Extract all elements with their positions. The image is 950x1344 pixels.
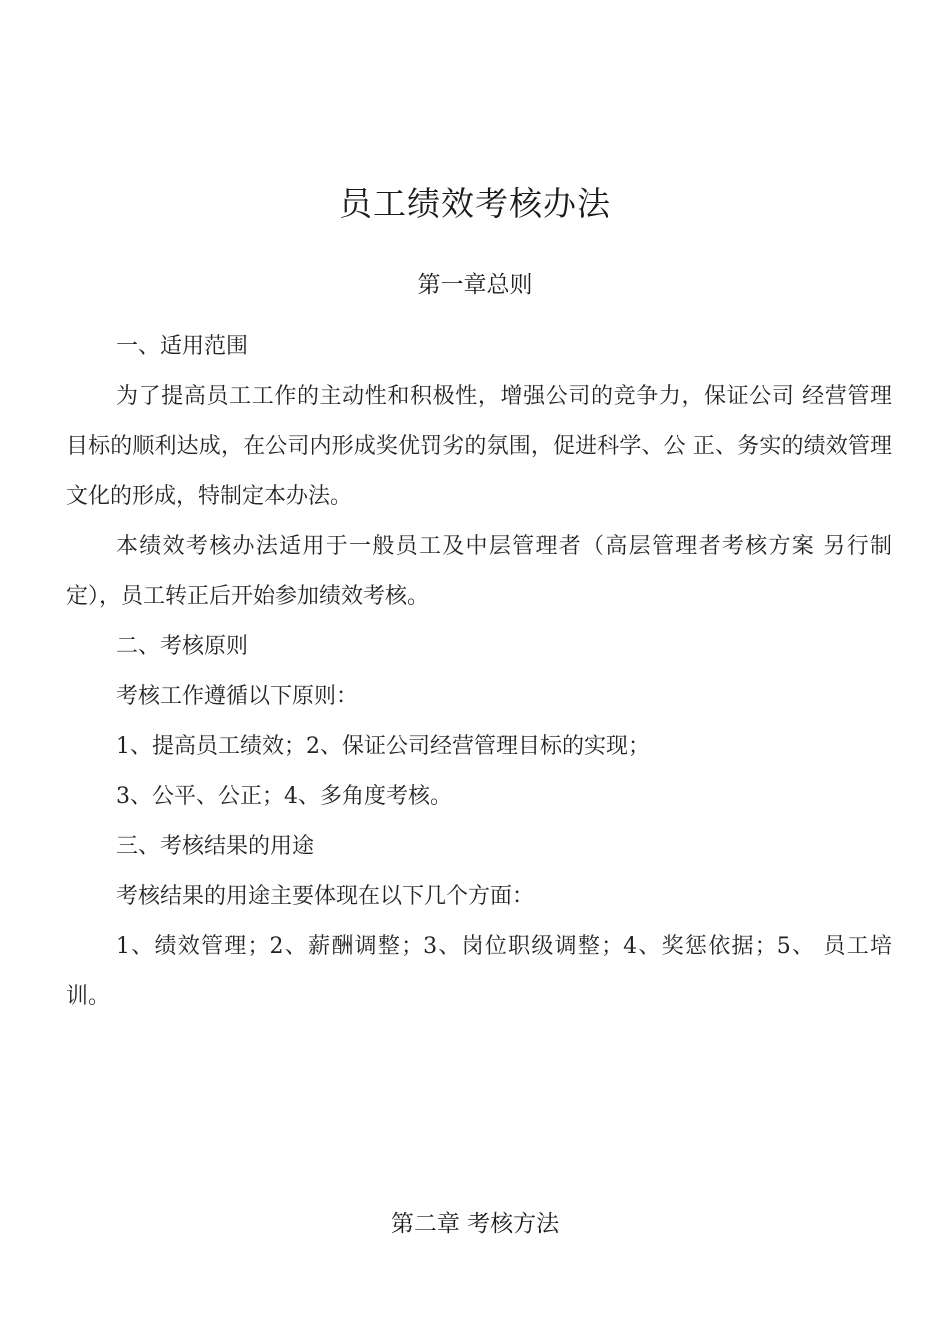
chapter-1-title: 第一章总则 xyxy=(417,272,533,298)
section-heading-uses: 三、考核结果的用途 xyxy=(116,834,315,859)
paragraph-principles-1-2: 1、提高员工绩效；2、保证公司经营管理目标的实现； xyxy=(116,734,650,759)
paragraph-applicability: 本绩效考核办法适用于一般员工及中层管理者（高层管理者考核方案 另行制定），员工转正后开始参加绩效考核。 xyxy=(66,534,892,609)
chapter-1-body xyxy=(66,322,892,1022)
paragraph-uses-list: 1、绩效管理；2、薪酬调整；3、岗位职级调整；4、奖惩依据；5、 员工培训。 xyxy=(66,934,892,1009)
paragraph-uses-intro: 考核结果的用途主要体现在以下几个方面： xyxy=(116,884,535,909)
paragraph-purpose: 为了提高员工工作的主动性和积极性，增强公司的竞争力，保证公司 经营管理目标的顺利达成，在公司内形成奖优罚劣的氛围，促进科学、公 正、务实的绩效管理文化的形成，特制定本办法。 xyxy=(66,384,892,509)
document-title: 员工绩效考核办法 xyxy=(339,184,611,223)
paragraph-principles-3-4: 3、公平、公正；4、多角度考核。 xyxy=(116,784,452,809)
section-heading-scope: 一、适用范围 xyxy=(116,334,249,359)
chapter-2-title: 第二章 考核方法 xyxy=(390,1211,560,1237)
section-heading-principles: 二、考核原则 xyxy=(116,634,249,659)
paragraph-principles-intro: 考核工作遵循以下原则： xyxy=(116,684,359,709)
